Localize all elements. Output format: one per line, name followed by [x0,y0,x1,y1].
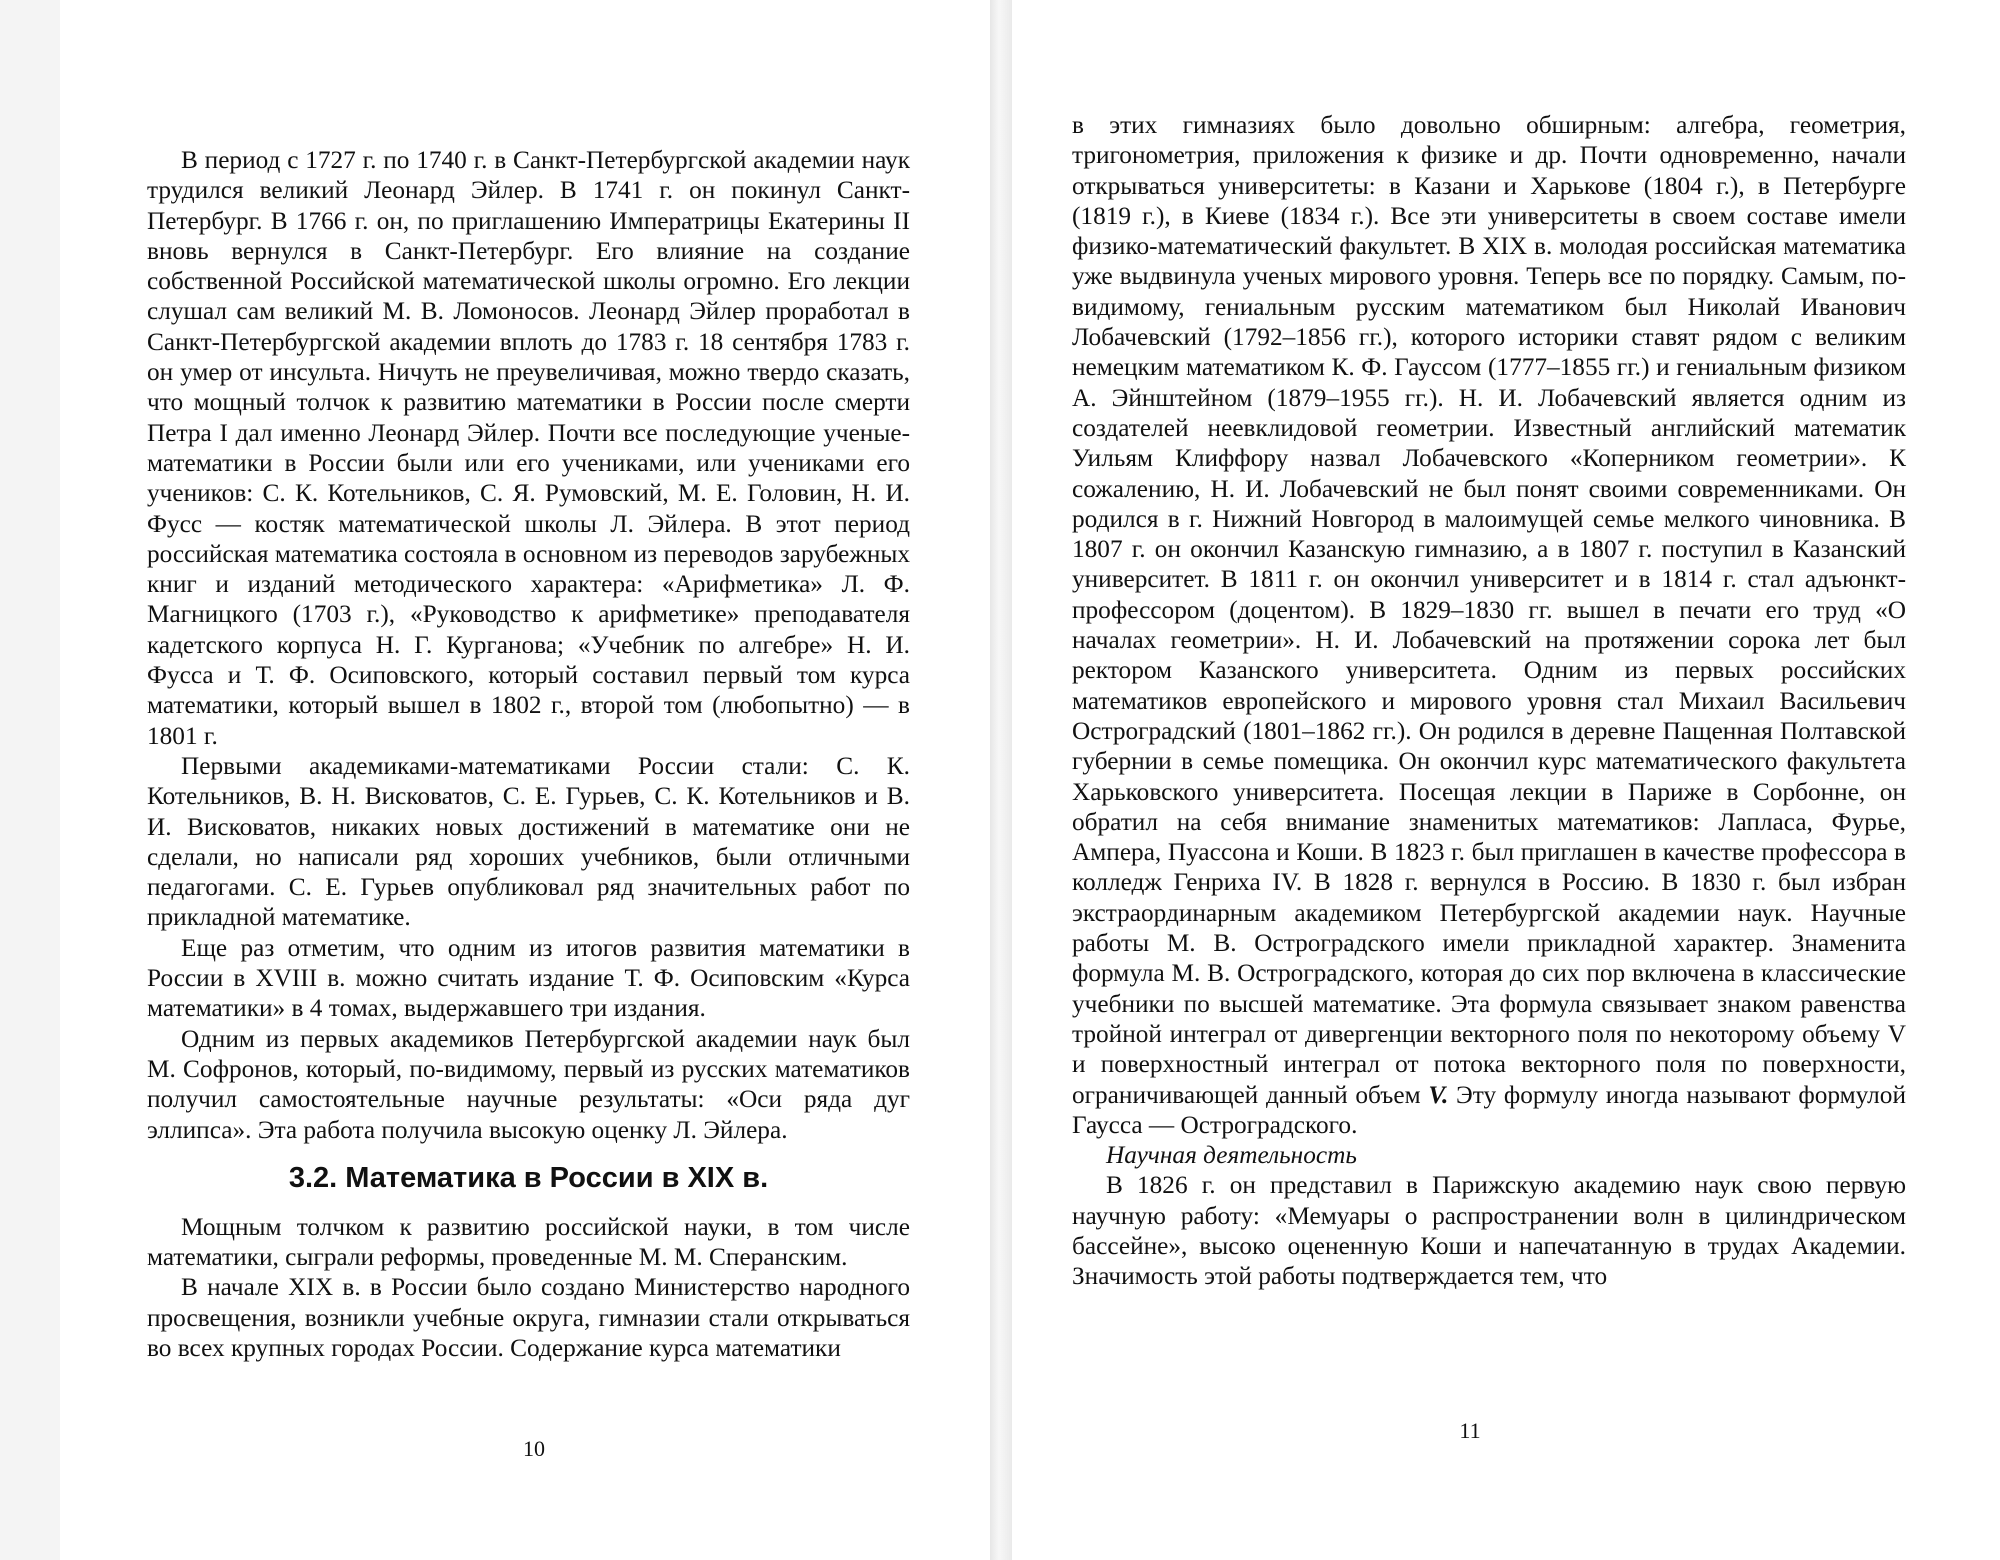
paragraph-text: Эту формулу иногда называют формулой Гаусса — Остроградского. [1072,1080,1906,1139]
right-page [1012,0,2000,1560]
paragraph: В период с 1727 г. по 1740 г. в Санкт-Петербургской академии наук трудился великий Леонард Эйлер. В 1741 г. он покинул Санкт-Петербург. В 1766 г. он, по приглашению Императрицы Екатерины II вновь вернулся в Санкт-Петербург. Его влияние на создание собственной Российской математической школы огромно. Его лекции слушал сам великий М. В. Ломоносов. Леонард Эйлер проработал в Санкт-Петербургской академии вплоть до 1783 г. 18 сентября 1783 г. он умер от инсульта. Ничуть не преувеличивая, можно твердо сказать, что мощный толчок к развитию математики в России после смерти Петра I дал именно Леонард Эйлер. Почти все последующие ученые-математики в России были или его учениками, или учениками его учеников: С. К. Котельников, С. Я. Румовский, М. Е. Головин, Н. И. Фусс — костяк математической школы Л. Эйлера. В этот период российская математика состояла в основном из переводов зарубежных книг и изданий методического характера: «Арифметика» Л. Ф. Магницкого (1703 г.), «Руководство к арифметике» преподавателя кадетского корпуса Н. Г. Курганова; «Учебник по алгебре» Н. И. Фусса и Т. Ф. Осиповского, который составил первый том курса математики, который вышел в 1802 г., второй том (любопытно) — в 1801 г. [147,146,910,750]
volume-symbol: V. [1428,1080,1449,1109]
paragraph: Мощным толчком к развитию российской науки, в том числе математики, сыграли реформы, проведенные М. М. Сперанским. [147,1212,910,1272]
page-number: 11 [1459,1418,1481,1443]
paragraph [1072,110,1906,1140]
page-number: 10 [523,1436,545,1461]
paragraph: Еще раз отметим, что одним из итогов развития математики в России в XVIII в. можно считать издание Т. Ф. Осиповским «Курса математики» в 4 томах, выдержавшего три издания. [147,933,910,1023]
paragraph: В начале XIX в. в России было создано Министерство народного просвещения, возникли учебные округа, гимназии стали открываться во всех крупных городах России. Содержание курса математики [147,1273,910,1362]
left-page [60,0,990,1560]
left-text-column [147,145,910,1363]
right-text-column [1072,110,1906,1292]
subheading: Научная деятельность [1106,1141,1357,1170]
paragraph-text: в этих гимназиях было довольно обширным: алгебра, геометрия, тригонометрия, приложения к физике и др. Почти одновременно, начали открываться университеты: в Казани и Харькове (1804 г.), в Петербурге (1819 г.), в Киеве (1834 г.). Все эти университеты в своем составе имели физико-математический факультет. В XIX в. молодая российская математика уже выдвинула ученых мирового уровня. Теперь все по порядку. Самым, по-видимому, гениальным русским математиком был Николай Иванович Лобачевский (1792–1856 гг.), которого историки ставят рядом с великим немецким математиком К. Ф. Гауссом (1777–1855 гг.) и гениальным физиком А. Эйнштейном (1879–1955 гг.). Н. И. Лобачевский является одним из создателей неевклидовой геометрии. Известный английский математик Уильям Клиффору назвал Лобачевского «Коперником геометрии». К сожалению, Н. И. Лобачевский не был понят своими современниками. Он родился в г. Нижний Новгород в малоимущей семье мелкого чиновника. В 1807 г. он окончил Казанскую гимназию, а в 1807 г. поступил в Казанский университет. В 1811 г. он окончил университет и в 1814 г. стал адъюнкт-профессором (доцентом). В 1829–1830 гг. вышел в печати его труд «О началах геометрии». Н. И. Лобачевский на протяжении сорока лет был ректором Казанского университета. Одним из первых российских математиков европейского и мирового уровня стал Михаил Васильевич Остроградский (1801–1862 гг.). Он родился в деревне Пащенная Полтавской губернии в семье помещика. Он окончил курс математического факультета Харьковского университета. Посещая лекции в Париже в Сорбонне, он обратил на себя внимание знаменитых математиков: Лапласа, Фурье, Ампера, Пуассона и Коши. В 1823 г. был приглашен в качестве профессора в колледж Генриха IV. В 1828 г. вернулся в Россию. В 1830 г. был избран экстраординарным академиком Петербургской академии наук. Научные работы М. В. Остроградского имели прикладной характер. Знаменита формула М. В. Остроградского, которая до сих пор включена в классические учебники по высшей математике. Эта формула связывает знаком равенства тройной интеграл от дивергенции векторного поля по некоторому объему V и поверхностный интеграл от потока векторного поля по поверхности, ограничивающей данный объем [1072,111,1906,1109]
paragraph: Первыми академиками-математиками России стали: С. К. Котельников, В. Н. Висковатов, С. Е. Гурьев, С. К. Котельников и В. И. Висковатов, никаких новых достижений в математике они не сделали, но написали ряд хороших учебников, были отличными педагогами. С. Е. Гурьев опубликовал ряд значительных работ по прикладной математике. [147,751,910,932]
paragraph: В 1826 г. он представил в Парижскую академию наук свою первую научную работу: «Мемуары о распространении волн в цилиндрическом бассейне», высоко оцененную Коши и напечатанную в трудах Академии. Значимость этой работы подтверждается тем, что [1072,1171,1906,1291]
paragraph: Одним из первых академиков Петербургской академии наук был М. Софронов, который, по-видимому, первый из русских математиков получил самостоятельные научные результаты: «Оси ряда дуг эллипса». Эта работа получила высокую оценку Л. Эйлера. [147,1024,910,1144]
book-gutter [990,0,1012,1560]
section-heading: 3.2. Математика в России в XIX в. [288,1161,769,1194]
